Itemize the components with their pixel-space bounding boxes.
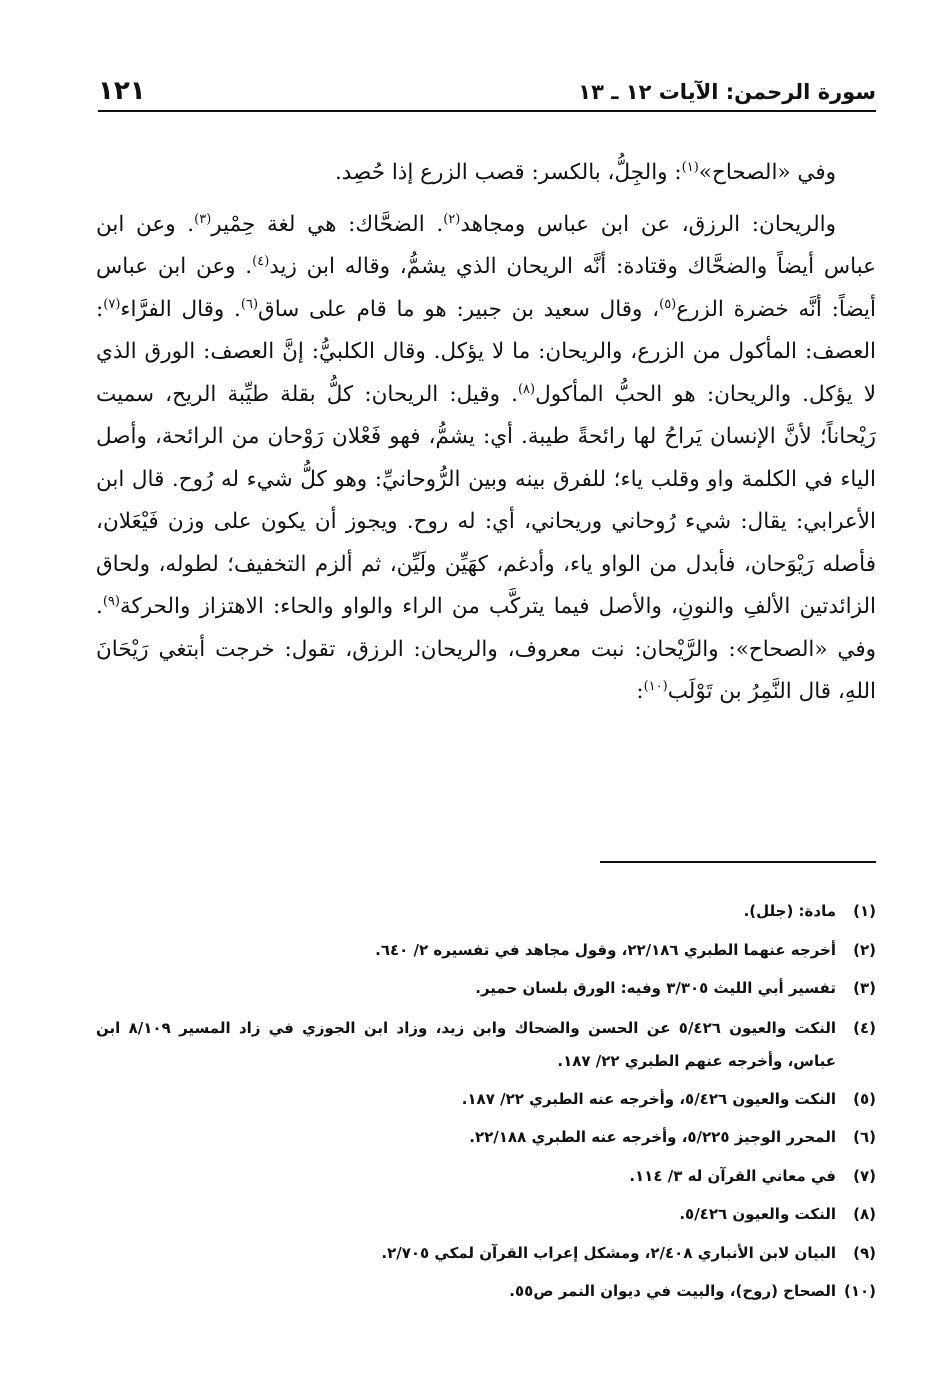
surah-title: سورة الرحمن: الآيات ١٢ ـ ١٣ [578, 80, 876, 104]
footnote-text: الصحاح (روح)، والبيت في ديوان النمر ص٥٥. [509, 1282, 836, 1300]
footnote-number: (٣) [853, 979, 876, 997]
footnote-number: (١٠) [843, 1282, 876, 1300]
body-text-run: والريحان: الرزق، عن ابن عباس ومجاهد [460, 211, 837, 237]
footnote-text: تفسير أبي الليث ٣/٣٠٥ وفيه: الورق بلسان حمير. [475, 979, 836, 997]
body-text-run: . وفي «الصحاح»: والرَّيْحان: نبت معروف، والريحان: الرزق، تقول: خرجت أبتغي رَيْحَانَ اللهِ، قال النَّمِرُ بن تَوْلَب [96, 594, 876, 704]
footnote-item [96, 1199, 876, 1230]
footnote-number: (٥) [853, 1089, 876, 1108]
footnote-text: النكت والعيون ٥/٤٢٦ عن الحسن والضحاك وابن زيد، وزاد ابن الجوزي في زاد المسير ٨/١٠٩ ابن عباس، وأخرجه عنهم الطبري ٢٢/ ١٨٧. [96, 1018, 837, 1070]
body-text-run: : والجِلُّ، بالكسر: قصب الزرع إذا حُصِد. [334, 160, 682, 185]
body-text-run: . وعن ابن عباس أيضاً: أنَّه خضرة الزرع [96, 254, 877, 322]
body-text-run: وفي «الصحاح» [698, 160, 836, 185]
footnote-number: (٩) [853, 1243, 876, 1262]
footnote-marker: (٧) [103, 296, 121, 312]
page-number: ١٢١ [98, 76, 146, 106]
footnote-item [96, 1012, 876, 1078]
footnote-separator [600, 861, 876, 863]
footnote-marker: (٨) [517, 381, 536, 397]
footnote-marker: (٤) [252, 253, 270, 269]
body-text-run: . الضحَّاك: هي لغة حِمْير [211, 211, 444, 237]
footnote-item [96, 1161, 876, 1192]
body-paragraph [96, 204, 876, 714]
footnote-text: النكت والعيون ٥/٤٢٦. [679, 1205, 836, 1223]
footnote-marker: (٥) [659, 296, 677, 312]
footnote-item [96, 1238, 876, 1269]
body-text-run: ، وقال سعيد بن جبير: هو ما قام على ساق [258, 296, 660, 322]
footnote-marker: (١٠) [643, 678, 668, 694]
body-text-run: : [636, 679, 644, 704]
body-text-run: . وقال الفرَّاء [120, 296, 241, 322]
footnote-text: في معاني القرآن له ٣/ ١١٤. [629, 1166, 836, 1185]
footnote-marker: (٢) [443, 211, 461, 227]
footnote-item [96, 973, 876, 1004]
footnote-number: (٤) [853, 1018, 876, 1037]
footnote-item [96, 1084, 876, 1115]
footnote-number: (٢) [853, 940, 876, 959]
footnote-text: مادة: (جلل). [743, 902, 836, 920]
footnote-text: النكت والعيون ٥/٤٢٦، وأخرجه عنه الطبري ٢٢/ ١٨٧. [461, 1089, 836, 1108]
running-header [98, 68, 876, 112]
footnote-marker: (٣) [194, 211, 212, 227]
footnote-item [96, 1276, 876, 1307]
body-text-run: . وعن ابن عباس أيضاً والضحَّاك وقتادة: أنَّه الريحان الذي يشمُّ، وقاله ابن زيد [96, 211, 876, 279]
main-text [96, 152, 876, 714]
footnote-text: المحرر الوجيز ٥/٢٢٥، وأخرجه عنه الطبري ٢٢/١٨٨. [469, 1128, 836, 1146]
footnote-marker: (١) [681, 159, 699, 175]
footnote-item [96, 896, 876, 927]
footnotes [96, 896, 876, 1315]
footnote-marker: (٩) [102, 593, 120, 609]
body-paragraph [96, 152, 876, 195]
footnote-number: (٦) [853, 1128, 876, 1146]
footnote-item [96, 935, 876, 966]
body-text-run: . وقيل: الريحان: كلُّ بقلة طيِّبة الريح، سميت رَيْحاناً؛ لأنَّ الإنسان يَراحُ لها رائحةً طيبة. أي: يشمُّ، فهو فَعْلان رَوْحان من الرائحة، وأصل الياء في الكلمة واو وقلب ياء؛ للفرق بينه وبين الرُّوحانيِّ: وهو كلُّ شيء له رُوح. قال ابن الأعرابي: يقال: شيء رُوحاني وريحاني، أي: له روح. ويجوز أن يكون على وزن فَيْعَلان، فأصله رَيْوَحان، فأبدل من الواو ياء، وأدغم، كهَيِّن ولَيِّن، ثم ألزم التخفيف؛ لطوله، ولحاق الزائدتين الألفِ والنونِ، والأصل فيما يتركَّب من الراء والواو والحاء: الاهتزاز والحركة [96, 381, 876, 619]
footnote-number: (٧) [853, 1166, 876, 1185]
footnote-text: البيان لابن الأنباري ٢/٤٠٨، ومشكل إعراب القرآن لمكي ٢/٧٠٥. [381, 1243, 836, 1262]
footnote-item [96, 1122, 876, 1153]
footnote-number: (١) [853, 902, 876, 920]
footnote-marker: (٦) [240, 296, 259, 312]
footnote-text: أخرجه عنهما الطبري ٢٢/١٨٦، وقول مجاهد في تفسيره ٢/ ٦٤٠. [375, 940, 836, 959]
body-text-run: : العصف: المأكول من الزرع، والريحان: ما لا يؤكل. وقال الكلبيُّ: إنَّ العصف: الورق الذي لا يؤكل. والريحان: هو الحبُّ المأكول [96, 296, 876, 407]
footnote-number: (٨) [853, 1205, 876, 1223]
